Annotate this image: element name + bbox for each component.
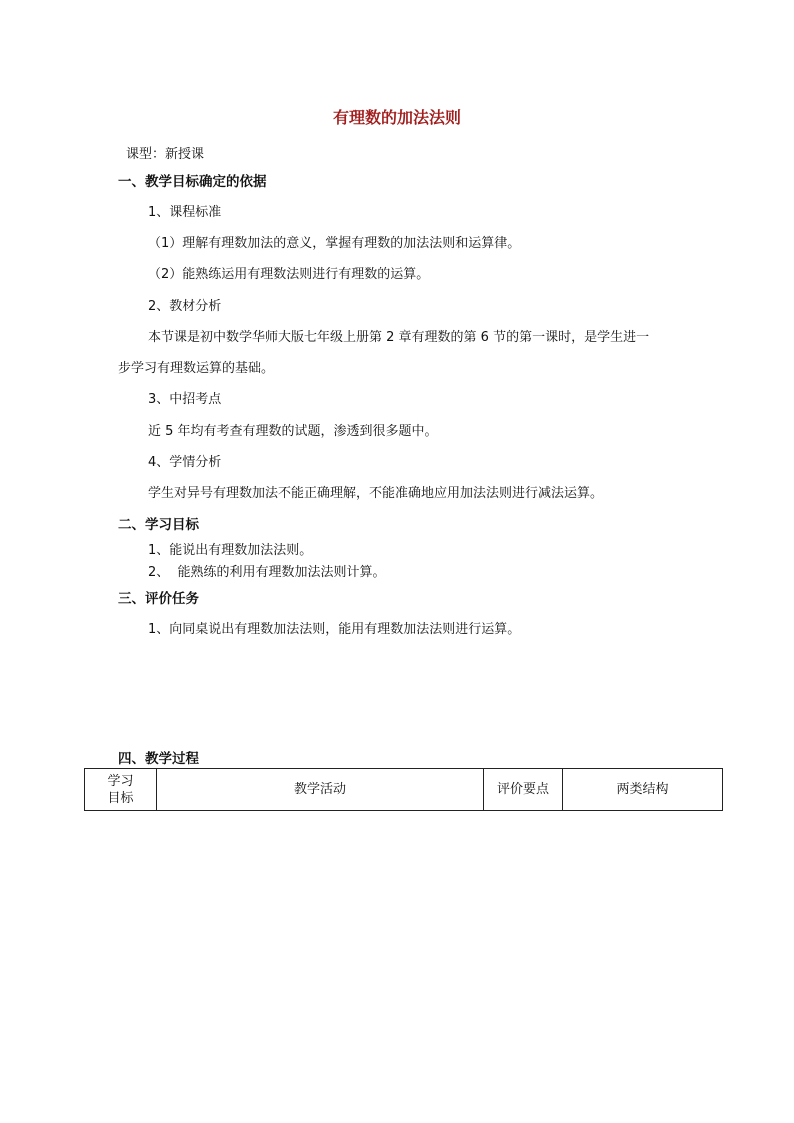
section-3-heading: 三、评价任务 [118,591,199,607]
paragraph: 学生对异号有理数加法不能正确理解，不能准确地应用加法法则进行减法运算。 [148,486,604,501]
section-2-heading: 二、学习目标 [118,517,199,533]
header-learning-objective [85,769,157,811]
section-1-heading: 一、教学目标确定的依据 [118,174,267,190]
subsection-learner-analysis: 4、学情分析 [148,455,222,470]
subsection-textbook-analysis: 2、教材分析 [148,299,222,314]
lesson-type: 课型：新授课 [126,147,205,162]
header-label: 目标 [107,790,134,806]
paragraph: 近 5 年均有考查有理数的试题，渗透到很多题中。 [148,424,438,439]
paragraph: 本节课是初中数学华师大版七年级上册第 2 章有理数的第 6 节的第一课时，是学生进一 [148,330,650,345]
list-item: 1、向同桌说出有理数加法法则，能用有理数加法法则进行运算。 [148,622,521,637]
header-label: 学习 [107,773,134,789]
subsection-exam-points: 3、中招考点 [148,392,222,407]
paragraph: （1）理解有理数加法的意义，掌握有理数的加法法则和运算律。 [148,236,521,251]
header-evaluation-points: 评价要点 [484,769,563,811]
document-title: 有理数的加法法则 [332,108,461,127]
paragraph: （2）能熟练运用有理数法则进行有理数的运算。 [148,267,430,282]
teaching-process-table [84,768,723,811]
header-teaching-activity: 教学活动 [157,769,484,811]
section-4-heading: 四、教学过程 [118,751,199,767]
paragraph-continued: 步学习有理数运算的基础。 [118,361,275,376]
table-header-row [85,769,723,811]
list-item: 1、能说出有理数加法法则。 [148,543,313,558]
subsection-curriculum-standard: 1、课程标准 [148,205,222,220]
header-two-structures: 两类结构 [563,769,723,811]
list-item: 2、 能熟练的利用有理数加法法则计算。 [148,565,386,580]
